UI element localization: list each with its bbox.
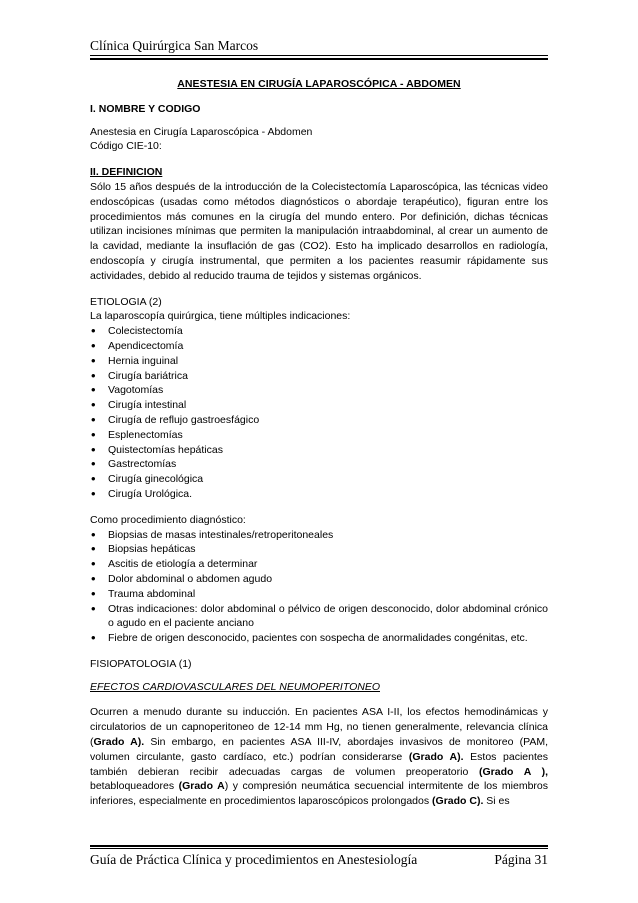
diagnostic-list (90, 528, 548, 646)
list-item: • Biopsias de masas intestinales/retroperitoneales (90, 528, 548, 543)
list-item: • Gastrectomías (90, 457, 548, 472)
paragraph-text: Estos pacientes también debieran recibir adecuadas cargas de volumen preoperatorio (90, 750, 548, 778)
paragraph-text: Sin embargo, en pacientes ASA III-IV, abordajes invasivos de monitoreo (PAM, volumen circulante, gasto cardíaco, etc.) podrían considerarse (90, 736, 548, 763)
list-item: • Cirugía Urológica. (90, 487, 548, 502)
page-content (90, 71, 548, 809)
list-item: • Cirugía bariátrica (90, 369, 548, 384)
procedure-name: Anestesia en Cirugía Laparoscópica - Abdomen (90, 125, 313, 138)
grade-label: (Grado A ), (478, 765, 548, 778)
footer-guide-title: Guía de Práctica Clínica y procedimientos en Anestesiología (90, 852, 418, 867)
document-title: ANESTESIA EN CIRUGÍA LAPAROSCÓPICA - ABDOMEN (177, 78, 461, 90)
paragraph-text: Si es (483, 795, 510, 808)
grade-label: (Grado A). (408, 750, 464, 763)
list-item: • Fiebre de origen desconocido, pacientes con sospecha de anormalidades congénitas, etc. (90, 631, 548, 646)
etiologia-heading: ETIOLOGIA (2) (90, 295, 162, 308)
list-item: • Hernia inguinal (90, 354, 548, 369)
section-heading-nombre: I. NOMBRE Y CODIGO (90, 102, 201, 115)
list-item: • Dolor abdominal o abdomen agudo (90, 572, 548, 587)
list-item: • Cirugía de reflujo gastroesfágico (90, 413, 548, 428)
list-item: • Apendicectomía (90, 339, 548, 354)
grade-label: Grado A). (93, 736, 145, 749)
list-item: • Trauma abdominal (90, 587, 548, 602)
list-item: • Cirugía intestinal (90, 398, 548, 413)
list-item: • Cirugía ginecológica (90, 472, 548, 487)
paragraph-text: betabloqueadores (90, 780, 179, 793)
list-item: • Vagotomías (90, 383, 548, 398)
section-heading-definicion: II. DEFINICION (90, 166, 163, 179)
footer-divider (90, 845, 548, 849)
grade-label: (Grado C). (432, 795, 484, 808)
list-item: • Colecistectomía (90, 324, 548, 339)
list-item: • Ascitis de etiología a determinar (90, 557, 548, 572)
paragraph-text: ) y compresión neumática secuencial intermitente de los miembros inferiores, especialmente en procedimientos laparoscópicos prolongados (90, 780, 549, 808)
diagnostico-intro: Como procedimiento diagnóstico: (90, 513, 246, 526)
fisiopatologia-heading: FISIOPATOLOGIA (1) (90, 657, 192, 670)
indications-list (90, 324, 548, 502)
page-number: Página 31 (494, 852, 548, 867)
procedure-code: Código CIE-10: (90, 140, 162, 153)
footer (90, 852, 548, 868)
list-item: • Esplenectomías (90, 428, 548, 443)
cardiovascular-paragraph (90, 705, 548, 809)
list-item: • Otras indicaciones: dolor abdominal o pélvico de origen desconocido, dolor abdominal crónico o agudo en el paciente anciano (90, 602, 548, 632)
header-clinic-name: Clínica Quirúrgica San Marcos (90, 38, 259, 53)
subsection-heading: EFECTOS CARDIOVASCULARES DEL NEUMOPERITONEO (90, 680, 380, 693)
grade-label: (Grado A (178, 780, 225, 793)
etiologia-intro: La laparoscopía quirúrgica, tiene múltiples indicaciones: (90, 310, 351, 323)
header-divider (90, 55, 548, 60)
definition-paragraph: Sólo 15 años después de la introducción de la Colecistectomía Laparoscópica, las técnicas video endoscópicas (usadas como métodos diagnósticos o abordaje terapéutico), figuran entre los procedimientos más comunes en la cirugía del mundo entero. Por definición, dichas técnicas utilizan incisiones mínimas que permiten la manipulación intraabdominal, al crear un aumento de la cavidad, mediante la insuflación de gas (CO2). Esto ha implicado desarrollos en radiología, endoscopía y cirugía instrumental, que permiten a los pacientes reasumir rápidamente sus actividades, debido al reducido trauma de tejidos y sistemas orgánicos. (90, 180, 548, 282)
list-item: • Quistectomías hepáticas (90, 443, 548, 458)
paragraph-text: Ocurren a menudo durante su inducción. En pacientes ASA I-II, los efectos hemodinámicas y circulatorios de un capnoperitoneo de 12-14 mm Hg, no tienen generalmente, relevancia clínica ( (90, 706, 548, 749)
list-item: • Biopsias hepáticas (90, 542, 548, 557)
